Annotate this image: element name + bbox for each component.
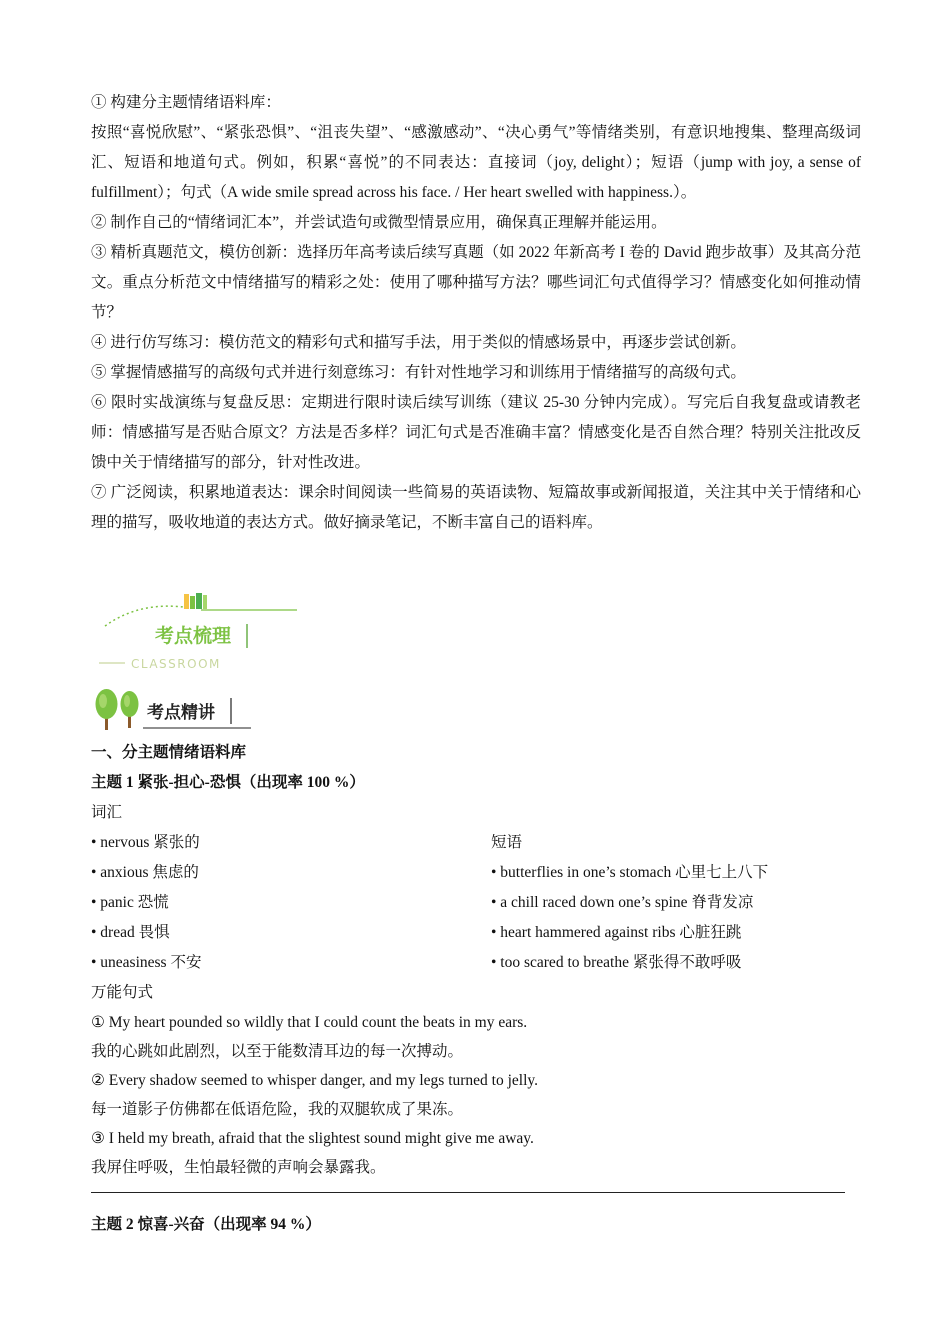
vocab-item: • nervous 紧张的	[91, 834, 200, 851]
vocab-item: • dread 畏惧	[91, 924, 170, 941]
sentence-en: ② Every shadow seemed to whisper danger, and my legs turned to jelly.	[91, 1072, 539, 1089]
vocab-phrase-columns	[91, 828, 861, 978]
book-icon	[184, 593, 207, 609]
emotion-corpus-section	[91, 738, 861, 1182]
intro-block	[91, 88, 861, 538]
key-points-label: 考点精讲	[147, 703, 215, 723]
intro-item-4: ④ 进行仿写练习：模仿范文的精彩句式和描写手法，用于类似的情感场景中，再逐步尝试创新。	[91, 334, 746, 351]
section-divider	[91, 1192, 845, 1193]
phrase-label: 短语	[491, 834, 523, 851]
intro-item-5: ⑤ 掌握情感描写的高级句式并进行刻意练习：有针对性地学习和训练用于情绪描写的高级句式。	[91, 364, 746, 381]
vocab-item: • panic 恐慌	[91, 894, 169, 911]
vocab-item: • anxious 焦虑的	[91, 864, 199, 881]
sentence-zh: 我的心跳如此剧烈，以至于能数清耳边的每一次搏动。	[91, 1043, 464, 1060]
phrase-list	[491, 828, 861, 978]
intro-item-2: ② 制作自己的“情绪词汇本”，并尝试造句或微型情景应用，确保真正理解并能运用。	[91, 214, 667, 231]
vocab-list	[91, 828, 491, 978]
sentence-list	[91, 1008, 861, 1182]
phrase-item: • butterflies in one’s stomach 心里七上八下	[491, 864, 769, 881]
sentence-zh: 我屏住呼吸，生怕最轻微的声响会暴露我。	[91, 1159, 386, 1176]
intro-item-1-body: 按照“喜悦欣慰”、“紧张恐惧”、“沮丧失望”、“感激感动”、“决心勇气”等情绪类别，有意识地搜集、整理高级词汇、短语和地道句式。例如，积累“喜悦”的不同表达：直接词（joy, delight）；短语（jump with joy, a sense of fulfillment）；句式（A wide smile spread across his face. / Her heart swelled with happiness.）。	[91, 124, 861, 201]
classroom-banner	[91, 590, 311, 680]
banner-subtitle: CLASSROOM	[131, 657, 221, 671]
sentence-label: 万能句式	[91, 984, 154, 1001]
section-heading: 一、分主题情绪语料库	[91, 744, 247, 761]
phrase-item: • a chill raced down one’s spine 脊背发凉	[491, 894, 754, 911]
vocab-label: 词汇	[91, 804, 123, 821]
intro-item-1-title: ① 构建分主题情绪语料库：	[91, 94, 281, 111]
sentence-zh: 每一道影子仿佛都在低语危险，我的双腿软成了果冻。	[91, 1101, 464, 1118]
tree-icon	[96, 689, 118, 730]
phrase-item: • heart hammered against ribs 心脏狂跳	[491, 924, 742, 941]
phrase-item: • too scared to breathe 紧张得不敢呼吸	[491, 954, 742, 971]
vocab-item: • uneasiness 不安	[91, 954, 202, 971]
theme-2-title: 主题 2 惊喜-兴奋（出现率 94 %）	[91, 1216, 321, 1233]
key-points-tag	[91, 684, 261, 732]
sentence-en: ③ I held my breath, afraid that the slightest sound might give me away.	[91, 1130, 534, 1147]
sentence-en: ① My heart pounded so wildly that I could count the beats in my ears.	[91, 1014, 528, 1031]
tree-icon-small	[121, 691, 139, 728]
theme-1-title: 主题 1 紧张-担心-恐惧（出现率 100 %）	[91, 774, 365, 791]
intro-item-7: ⑦ 广泛阅读，积累地道表达：课余时间阅读一些简易的英语读物、短篇故事或新闻报道，关注其中关于情绪和心理的描写，吸收地道的表达方式。做好摘录笔记，不断丰富自己的语料库。	[91, 484, 861, 531]
banner-title: 考点梳理	[155, 625, 232, 647]
dotted-arc-decoration	[105, 606, 191, 626]
intro-item-3: ③ 精析真题范文，模仿创新：选择历年高考读后续写真题（如 2022 年新高考 I 卷的 David 跑步故事）及其高分范文。重点分析范文中情绪描写的精彩之处：使用了哪种描写方法？哪些词汇句式值得学习？情感变化如何推动情节？	[91, 244, 861, 321]
intro-item-6: ⑥ 限时实战演练与复盘反思：定期进行限时读后续写训练（建议 25-30 分钟内完成）。写完后自我复盘或请教老师：情感描写是否贴合原文？方法是否多样？词汇句式是否准确丰富？情感变化是否自然合理？特别关注批改反馈中关于情绪描写的部分，针对性改进。	[91, 394, 861, 471]
